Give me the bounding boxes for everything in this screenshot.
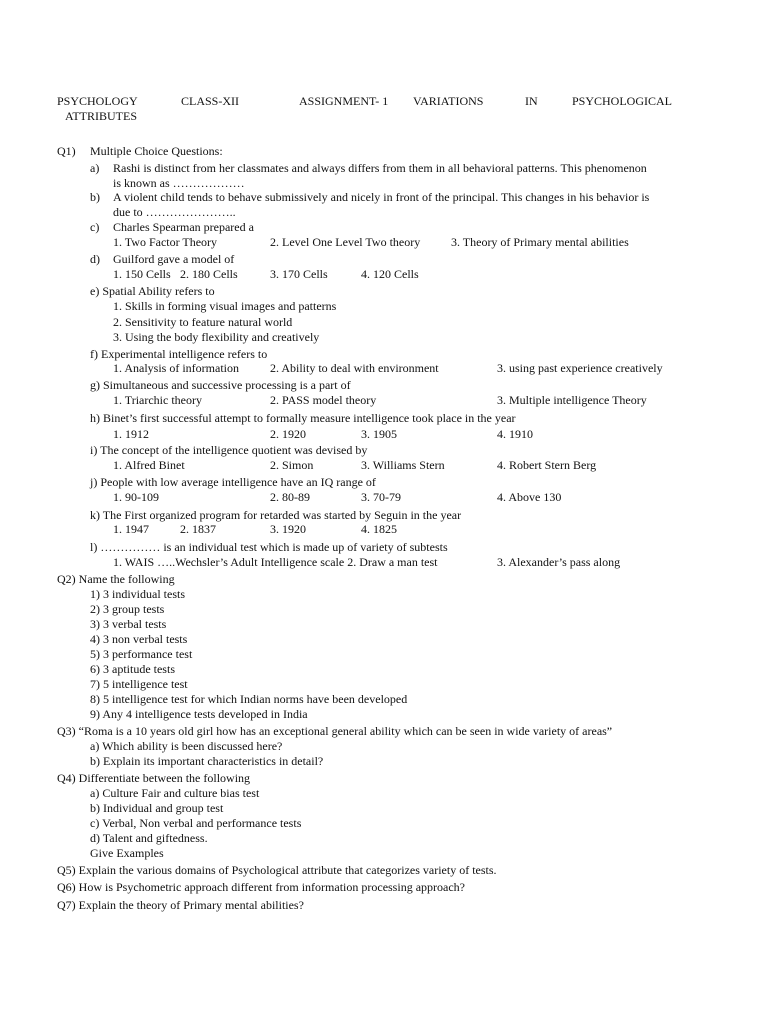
list-item: c) Verbal, Non verbal and performance tests: [90, 816, 302, 830]
list-item: b) Individual and group test: [90, 801, 224, 815]
header-class: CLASS-XII: [181, 94, 240, 108]
option: 4. 1910: [497, 427, 533, 441]
header-assignment: ASSIGNMENT- 1: [299, 94, 389, 108]
item-text: j) People with low average intelligence have an IQ range of: [90, 475, 376, 489]
option: 1. 1947: [113, 522, 149, 536]
question-note: Give Examples: [90, 846, 164, 860]
list-item: 6) 3 aptitude tests: [90, 662, 175, 676]
list-item: a) Which ability is been discussed here?: [90, 739, 283, 753]
header-subject: PSYCHOLOGY: [57, 94, 138, 108]
item-text: A violent child tends to behave submissively and nicely in front of the principal. This changes in his behavior is: [113, 190, 650, 204]
option: 4. Robert Stern Berg: [497, 458, 597, 472]
option: 3. 170 Cells: [270, 267, 328, 281]
option: 1. Alfred Binet: [113, 458, 185, 472]
question-5: Q5) Explain the various domains of Psychological attribute that categorizes variety of tests.: [57, 863, 497, 877]
header-title-word: VARIATIONS: [413, 94, 484, 108]
option: 1. WAIS …..Wechsler’s Adult Intelligence scale 2. Draw a man test: [113, 555, 438, 569]
question-7: Q7) Explain the theory of Primary mental abilities?: [57, 898, 304, 912]
item-text: g) Simultaneous and successive processing is a part of: [90, 378, 351, 392]
option: 2. Simon: [270, 458, 314, 472]
item-text: i) The concept of the intelligence quotient was devised by: [90, 443, 368, 457]
list-item: 2) 3 group tests: [90, 602, 165, 616]
question-number: Q1): [57, 144, 76, 158]
option: 1. Two Factor Theory: [113, 235, 218, 249]
header-title-word: PSYCHOLOGICAL: [572, 94, 673, 108]
item-text: Rashi is distinct from her classmates and always differs from them in all behavioral patterns. This phenomenon: [113, 161, 647, 175]
question-heading: Q4) Differentiate between the following: [57, 771, 251, 785]
item-marker: b): [90, 190, 100, 204]
option: 3. Alexander’s pass along: [497, 555, 621, 569]
option: 3. Williams Stern: [361, 458, 445, 472]
item-marker: d): [90, 252, 100, 266]
item-marker: c): [90, 220, 100, 234]
list-item: a) Culture Fair and culture bias test: [90, 786, 260, 800]
header-title-word: IN: [525, 94, 538, 108]
list-item: b) Explain its important characteristics in detail?: [90, 754, 324, 768]
option: 2. 80-89: [270, 490, 310, 504]
question-heading: Multiple Choice Questions:: [90, 144, 223, 158]
option: 2. 180 Cells: [180, 267, 238, 281]
list-item: 3) 3 verbal tests: [90, 617, 167, 631]
option: 3. using past experience creatively: [497, 361, 663, 375]
option: 4. 1825: [361, 522, 397, 536]
option: 4. Above 130: [497, 490, 562, 504]
question-heading: Q2) Name the following: [57, 572, 175, 586]
item-text: e) Spatial Ability refers to: [90, 284, 215, 298]
option: 1. 90-109: [113, 490, 159, 504]
item-text: l) …………… is an individual test which is made up of variety of subtests: [90, 540, 448, 554]
option: 3. Multiple intelligence Theory: [497, 393, 647, 407]
option: 1. Skills in forming visual images and patterns: [113, 299, 337, 313]
option: 2. Sensitivity to feature natural world: [113, 315, 293, 329]
item-marker: a): [90, 161, 100, 175]
option: 3. 1920: [270, 522, 306, 536]
item-text: is known as ………………: [113, 176, 245, 190]
list-item: d) Talent and giftedness.: [90, 831, 208, 845]
question-heading: Q3) “Roma is a 10 years old girl how has an exceptional general ability which can be seen in wide variety of areas”: [57, 724, 613, 738]
header-title-word: ATTRIBUTES: [65, 109, 137, 123]
item-text: Charles Spearman prepared a: [113, 220, 254, 234]
option: 3. Using the body flexibility and creatively: [113, 330, 320, 344]
question-6: Q6) How is Psychometric approach different from information processing approach?: [57, 880, 465, 894]
option: 2. 1920: [270, 427, 306, 441]
option: 1. Triarchic theory: [113, 393, 202, 407]
item-text: due to …………………..: [113, 205, 236, 219]
item-text: f) Experimental intelligence refers to: [90, 347, 268, 361]
list-item: 9) Any 4 intelligence tests developed in India: [90, 707, 308, 721]
option: 2. PASS model theory: [270, 393, 377, 407]
list-item: 5) 3 performance test: [90, 647, 193, 661]
option: 1. 150 Cells: [113, 267, 171, 281]
list-item: 1) 3 individual tests: [90, 587, 185, 601]
option: 3. Theory of Primary mental abilities: [451, 235, 629, 249]
option: 4. 120 Cells: [361, 267, 419, 281]
option: 1. Analysis of information: [113, 361, 239, 375]
list-item: 7) 5 intelligence test: [90, 677, 188, 691]
option: 3. 1905: [361, 427, 397, 441]
item-text: Guilford gave a model of: [113, 252, 235, 266]
option: 1. 1912: [113, 427, 149, 441]
option: 2. 1837: [180, 522, 216, 536]
option: 2. Ability to deal with environment: [270, 361, 439, 375]
item-text: k) The First organized program for retarded was started by Seguin in the year: [90, 508, 462, 522]
option: 3. 70-79: [361, 490, 401, 504]
list-item: 4) 3 non verbal tests: [90, 632, 188, 646]
option: 2. Level One Level Two theory: [270, 235, 421, 249]
item-text: h) Binet’s first successful attempt to formally measure intelligence took place in the year: [90, 411, 516, 425]
list-item: 8) 5 intelligence test for which Indian norms have been developed: [90, 692, 408, 706]
